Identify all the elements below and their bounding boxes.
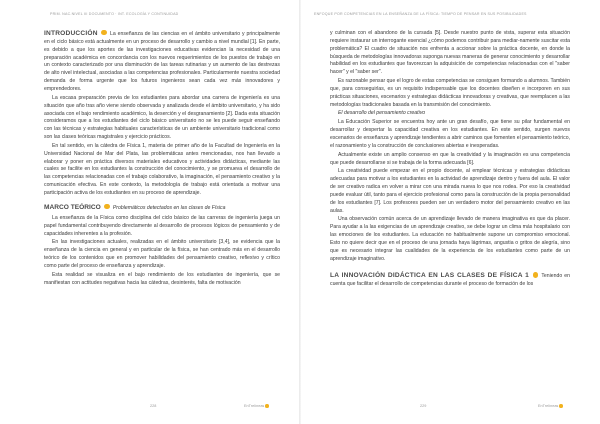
innovation-heading: LA INNOVACIÓN DIDÁCTICA EN LAS CLASES DE FÍSICA 1 xyxy=(330,272,529,280)
intro-paragraph xyxy=(44,30,280,94)
right-para-1: y culminan con el abandono de la cursada [5]. Desde nuestro punto de vista, superar esta situación requiere instaurar un interrogante esencial ¿cómo podemos contribuir para mediar-namente suscitar esta problemática? El cuadro de situación nos enfrenta a accionar sobre la práctica docente, en donde la búsqueda de metodologías innovadoras suponga nuevas maneras de generar conocimiento y desarrollar habilidad en los estudiantes que favorezcan la adquisición de competencias relacionadas con el "saber hacer" y el "saber ser". xyxy=(330,30,570,76)
left-text-column xyxy=(44,30,280,288)
right-para-2: Es razonable pensar que el logro de estas competencias se consiguen formando a alumnos. También que, para conseguirlas, es un requisito indispensable que los docentes diseñen e incorporen en sus prácticas situaciones, escenarios y estrategias didácticas innovadoras y creativas, que reemplacen a las metodologías tradicionales basada en la transmisión del conocimiento. xyxy=(330,78,570,108)
right-text-column xyxy=(330,30,570,290)
section-gap xyxy=(330,264,570,272)
left-para-4: La enseñanza de la Física como disciplina del ciclo básico de las carreras de ingeniería juega un papel fundamental contribuyendo directamente al desarrollo de procesos lógicos de pensamiento y de capacidades inherentes a la profesión. xyxy=(44,214,280,237)
left-running-head: PRIM. NAC.NIVEL III DOCUMENTO · INT. ECOLOGÍA Y CONTINUIDAD xyxy=(50,12,179,16)
intro-heading: INTRODUCCIÓN xyxy=(44,30,98,38)
marco-teorico-heading-row xyxy=(44,203,280,213)
right-page xyxy=(300,0,600,424)
left-para-5: En las investigaciones actuales, realizadas en el ámbito universitario [3,4], se evidencia que la enseñanza de la ciencia en general y en particular de la física, se han centrado más en el desarrollo teórico de los contenidos que en promover habilidades del pensamiento creativo, reflexivo y crítico como parte del proceso de enseñanza y aprendizaje. xyxy=(44,239,280,269)
right-para-5: La creatividad puede empezar en el propio docente, al emplear técnicas y estrategias didácticas adecuadas para motivar a los estudiantes en la actividad de aprendizaje dentro y fuera del aula. El valor de ser creativo radica en volver a mirar con una mirada nueva lo que nos rodea. Por eso la creatividad puede evaluar útil, tanto para el ejercicio profesional como para la construcción de la propia personalidad de los estudiantes [7]. Los profesores pueden ser un verdadero motor del pensamiento creativo en las aulas. xyxy=(330,168,570,214)
right-footer-brand xyxy=(538,404,563,408)
heading-bullet-icon xyxy=(533,272,538,277)
left-para-2: La escasa preparación previa de los estudiantes para abordar una carrera de ingeniería es una situación que año tras año viene siendo observada y analizada desde el ámbito universitario, y ha sido asociada con el bajo rendimiento académico, la deserción y el desgranamiento [2]. Dada esta situación consideramos que a los estudiantes del ciclo básico universitario no se les puede seguir enseñando con las técnicas y estrategias habituales características de un ambiente universitario tradicional como son las clases teóricas magistrales y ejercicio prácticos. xyxy=(44,94,280,141)
right-brand-text: EnTrelíneas xyxy=(538,404,559,409)
left-footer-brand xyxy=(244,404,269,408)
marco-teorico-heading: MARCO TEÓRICO xyxy=(44,203,101,211)
right-para-7: Teniendo en cuenta que facilitar el desarrollo de competencias durante el proceso de formación de los xyxy=(330,273,570,288)
right-page-number: 229 xyxy=(420,404,427,408)
right-running-head: ENFOQUE POR COMPETENCIAS EN LA ENSEÑANZA DE LA FÍSICA: TIEMPO DE PENSAR EN SUS POSIBILIDADES xyxy=(314,12,527,16)
marco-teorico-subheading: Problemáticos detectados en las clases de Física xyxy=(112,204,226,211)
right-para-6: Una observación común acerca de un aprendizaje llevado de manera imaginativa es que da placer. Para ayudar a la las exigencias de un aprendizaje creativo, se debe lograr un clima más hospitalario con las emociones de los estudiantes. La educación no habitualmente supone un compromiso emocional. Esto no quiere decir que en el proceso de una jornada haya lágrimas, angustia o gritos de alegría, sino que es necesario integrar las cualidades de la experiencia de los estudiantes como parte de un aprendizaje imaginativo. xyxy=(330,216,570,262)
left-para-6: Esta realidad se visualiza en el bajo rendimiento de los estudiantes de ingeniería, que se manifiestan con actitudes negativas hacia las cátedras, desinterés, falta de motivación xyxy=(44,271,280,286)
innovation-paragraph xyxy=(330,272,570,289)
brand-dot-icon xyxy=(559,404,563,408)
right-para-4: Actualmente existe un amplio consenso en que la creatividad y la imaginación es una competencia que puede desarrollarse si se trabaja de la forma adecuada [6]. xyxy=(330,151,570,166)
left-brand-text: EnTrelíneas xyxy=(244,404,265,409)
heading-bullet-icon xyxy=(104,204,109,209)
heading-bullet-icon xyxy=(101,30,106,35)
left-para-3: En tal sentido, en la cátedra de Física 1, materia de primer año de la Facultad de Ingeniería en la Universidad Nacional de Mar del Plata, las problemáticas antes mencionadas, nos han llevado a elaborar y poner en práctica diversos materiales educativos y actividades didácticas, mediante las cuales se facilite en los estudiantes la construcción del conocimiento, y se promueva el desarrollo de las competencias relacionadas con el trabajo colaborativo, la imaginación, el pensamiento creativo y la comunicación efectiva. En este contexto, la metodología de trabajo está orientada a motivar una participación activa de los estudiantes en su proceso de aprendizaje. xyxy=(44,142,280,196)
creative-thinking-heading: El desarrollo del pensamiento creativo xyxy=(338,110,426,117)
right-para-3: La Educación Superior se encuentra hoy ante un gran desafío, que tiene su pilar fundamental en desarrollar y despertar la capacidad creativa en los estudiantes. En este sentido, surgen nuevos escenarios de enseñanza y aprendizaje tendientes a abrir caminos que fomenten el pensamiento teórico, el razonamiento y la construcción de conclusiones abiertas e inesperadas. xyxy=(330,119,570,149)
left-para-1: La enseñanza de las ciencias en el ámbito universitario y principalmente en el ciclo básico está actualmente en un proceso de desarrollo y cambio a nivel mundial [1]. En parte, es debido a que los aportes de las investigaciones educativas evidencian la necesidad de una preparación académica en concordancia con los nuevos requerimientos de los puestos de trabajo en un contexto caracterizado por una disminución de las tareas rutinarias y un aumento de las destrezas de alto nivel intelectual, asociadas a las competencias profesionales. Particularmente nuestra sociedad demanda de forma urgente que los futuros ingenieros sean cada vez más innovadores y emprendedores. xyxy=(44,31,280,92)
brand-dot-icon xyxy=(265,404,269,408)
left-page-number: 228 xyxy=(150,404,157,408)
